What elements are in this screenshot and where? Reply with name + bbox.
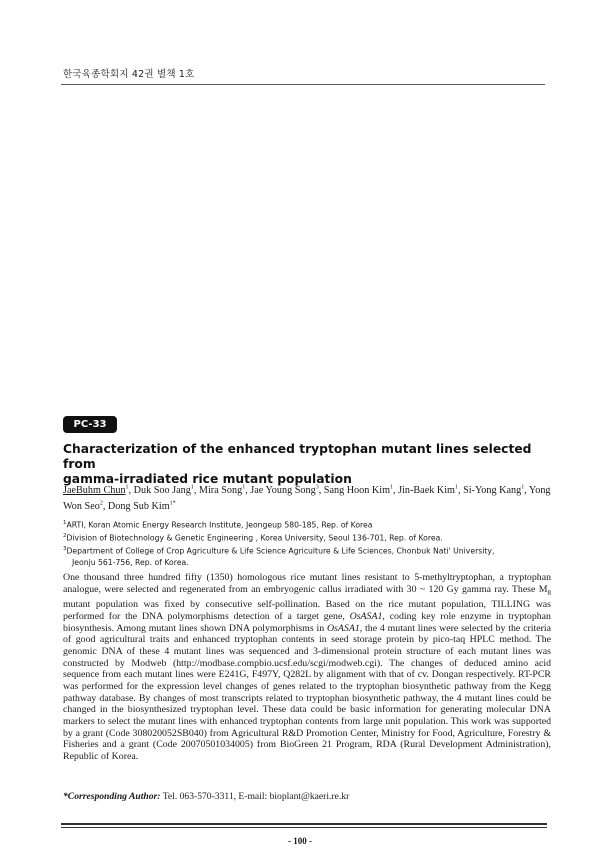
gene-name: OsASA1, — [349, 610, 385, 622]
author-affiliation-marker: 1 — [125, 484, 129, 491]
generation-symbol: M — [538, 583, 548, 595]
author-affiliation-marker: 1 — [242, 484, 246, 491]
author-name: Sang Hoon Kim — [323, 485, 390, 496]
author-name: Jae Young Song — [250, 485, 316, 496]
affiliation-3-continued: Jeonju 561-756, Rep. of Korea. — [72, 558, 189, 568]
author-name: Mira Song — [198, 485, 243, 496]
generation-subscript: 8 — [547, 588, 551, 597]
affiliation-2 — [63, 531, 553, 544]
affiliation-text: ARTI, Koran Atomic Energy Research Institute, Jeongeup 580-185, Rep. of Korea — [66, 520, 373, 530]
header-rule — [61, 84, 545, 85]
affiliations — [63, 518, 553, 569]
title-line-2: gamma-irradiated rice mutant population — [63, 472, 352, 486]
footer-rule-top — [61, 823, 547, 825]
gene-name: OsASA1 — [326, 622, 360, 634]
author-name: JaeBuhm Chun — [63, 485, 126, 496]
footer-rule-bottom — [61, 827, 547, 828]
paper-title — [63, 442, 549, 487]
author-affiliation-marker: 1 — [454, 484, 458, 491]
page-number: - 100 - — [288, 836, 312, 846]
abstract-body — [63, 572, 551, 762]
author-affiliation-marker: 1 — [390, 484, 393, 491]
abstract-text: mutant population was fixed by consecutive self-pollination. Based on the rice mutant population, TILLING was performed for the DNA polymorphisms detection of a target gene, — [63, 599, 551, 622]
author-separator: , — [128, 485, 134, 496]
author-name: Jin-Baek Kim — [398, 485, 455, 496]
abstract-text: One thousand three hundred fifty (1350) homologous rice mutant lines resistant to 5-methyltryptophan, a tryptophan analogue, were selected and regenerated from an embryogenic callus irradiated with 30 ~ 120 Gy gamma ray. These — [63, 572, 551, 595]
affiliation-marker: 3 — [63, 546, 67, 553]
author-name: Dong Sub Kim — [107, 501, 170, 512]
abstract-text: , the 4 mutant lines were selected by the criteria of good agricultural traits and enhanced tryptophan contents in seed storage protein by pico-taq HPLC method. The genomic DNA of these 4 mutant lines was sequenced and 3-dimensional protein structure of each mutant lines was constructed by Modweb (http://modbase.compbio.ucsf.edu/scgi/modweb.cgi). The changes of deduced amino acid sequence from each mutant lines were E241G, F497Y, Q282L by alignment with that of cv. Dongan respectively. RT-PCR was performed for the expression level changes of genes related to the tryptophan biosynthetic pathway from the Kegg pathway database. By changes of most transcripts related to tryptophan biosynthetic pathway, the 4 mutant lines could be changed in the biosynthesized tryptophan level. These data could be basic information for generating molecular DNA markers to select the mutant lines with enhanced tryptophan contents from large unit population. This work was supported by a grant (Code 308020052SB040) from Agricultural R&D Promotion Center, Ministry for Food, Agriculture, Forestry & Fisheries and a grant (Code 20070501034005) from BioGreen 21 Program, RDA (Rural Development Administration), Republic of Korea. — [63, 622, 551, 762]
author-affiliation-marker: 2 — [99, 500, 103, 507]
affiliation-text: Department of College of Crop Agriculture & Life Science Agriculture & Life Sciences, Chonbuk Nati' University, — [66, 546, 495, 556]
affiliation-marker: 1 — [63, 520, 67, 526]
author-separator: , — [193, 485, 199, 496]
affiliation-3 — [63, 544, 553, 557]
author-affiliation-marker: 3 — [315, 484, 319, 491]
author-affiliation-marker: 1 — [190, 484, 194, 491]
author-separator: , — [318, 485, 324, 496]
abstract-text: coding key role enzyme in tryptophan biosynthesis. Among mutant lines shown DNA polymorphisms in — [63, 610, 551, 634]
corresponding-label: *Corresponding Author: — [63, 791, 161, 802]
author-separator: , — [393, 485, 399, 496]
author-separator: , — [102, 501, 108, 512]
author-name: Yong Won Seo — [63, 485, 551, 512]
corresponding-contact: Tel. 063-570-3311, E-mail: bioplant@kaeri.re.kr — [160, 791, 350, 802]
author-separator: , — [245, 485, 251, 496]
author-name: Si-Yong Kang — [463, 485, 522, 496]
journal-header: 한국육종학회지 42권 별책 1호 — [63, 69, 195, 80]
poster-id-badge: PC-33 — [63, 416, 117, 433]
author-affiliation-marker: 1 — [521, 484, 525, 491]
author-list — [63, 483, 553, 515]
affiliation-text: Division of Biotechnology & Genetic Engineering , Korea University, Seoul 136-701, Rep. of Korea. — [66, 533, 443, 543]
author-name: Duk Soo Jang — [133, 485, 191, 496]
affiliation-marker: 2 — [63, 533, 67, 540]
corresponding-author — [63, 791, 349, 802]
author-separator: , — [524, 485, 529, 496]
author-affiliation-marker: 1* — [169, 500, 176, 507]
title-line-1: Characterization of the enhanced tryptophan mutant lines selected from — [63, 442, 532, 471]
affiliation-1 — [63, 518, 553, 531]
author-separator: , — [457, 485, 464, 496]
